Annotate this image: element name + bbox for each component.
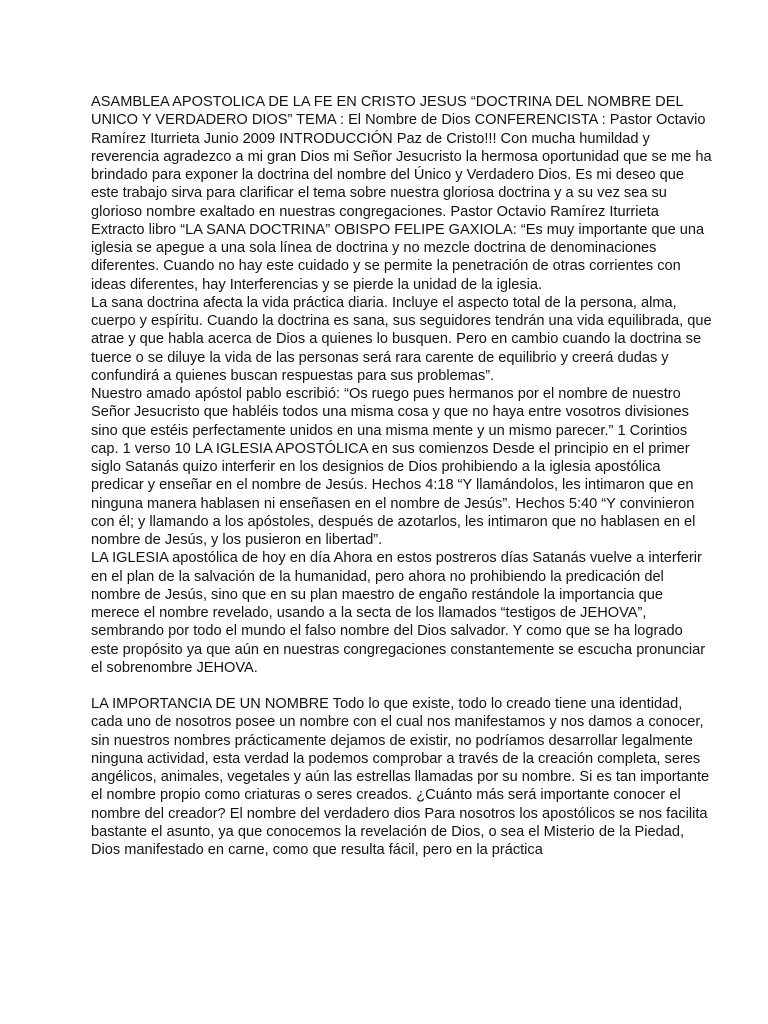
paragraph-iglesia-hoy: LA IGLESIA apostólica de hoy en día Ahora en estos postreros días Satanás vuelve a interferir en el plan de la salvación de la humanidad, pero ahora no prohibiendo la predicación del nombre de Jesús, sino que en su plan maestro de engaño restándole la importancia que merece el nombre revelado, usando a la secta de los llamados “testigos de JEHOVA”, sembrando por todo el mundo el falso nombre del Dios salvador. Y como que se ha logrado este propósito ya que aún en nuestras congregaciones constantemente se escucha pronunciar el sobrenombre JEHOVA.: [91, 550, 706, 676]
paragraph-apostol-pablo: Nuestro amado apóstol pablo escribió: “Os ruego pues hermanos por el nombre de nuestro Señor Jesucristo que habléis todos una misma cosa y que no haya entre vosotros divisiones sino que estéis perfectamente unidos en una misma mente y un mismo parecer.” 1 Corintios cap. 1 verso 10 LA IGLESIA APOSTÓLICA en sus comienzos Desde el principio en el primer siglo Satanás quizo interferir en los designios de Dios prohibiendo a la iglesia apostólica predicar y enseñar en el nombre de Jesús. Hechos 4:18 “Y llamándolos, les intimaron que en ninguna manera hablasen ni enseñasen en el nombre de Jesús”. Hechos 5:40 “Y convinieron con él; y llamando a los apóstoles, después de azotarlos, les intimaron que no hablasen en el nombre de Jesús, y los pusieron en libertad”.: [91, 386, 696, 548]
paragraph-introduction: ASAMBLEA APOSTOLICA DE LA FE EN CRISTO JESUS “DOCTRINA DEL NOMBRE DEL UNICO Y VERDADERO DIOS” TEMA : El Nombre de Dios CONFERENCISTA : Pastor Octavio Ramírez Iturrieta Junio 2009 INTRODUCCIÓN Paz de Cristo!!! Con mucha humildad y reverencia agradezco a mi gran Dios mi Señor Jesucristo la hermosa oportunidad que se me ha brindado para exponer la doctrina del nombre del Único y Verdadero Dios. Es mi deseo que este trabajo sirva para clarificar el tema sobre nuestra gloriosa doctrina y a su vez sea su glorioso nombre exaltado en nuestras congregaciones. Pastor Octavio Ramírez Iturrieta Extracto libro “LA SANA DOCTRINA” OBISPO FELIPE GAXIOLA: “Es muy importante que una iglesia se apegue a una sola línea de doctrina y no mezcle doctrina de denominaciones diferentes. Cuando no hay este cuidado y se permite la penetración de otras corrientes con ideas diferentes, hay Interferencias y se pierde la unidad de la iglesia.: [91, 94, 712, 293]
paragraph-gap: [91, 677, 712, 695]
paragraph-sana-doctrina: La sana doctrina afecta la vida práctica diaria. Incluye el aspecto total de la persona, alma, cuerpo y espíritu. Cuando la doctrina es sana, sus seguidores tendrán una vida equilibrada, que atrae y que habla acerca de Dios a quienes lo busquen. Pero en cambio cuando la doctrina se tuerce o se diluye la vida de las personas será rara carente de equilibrio y creerá dudas y confundirá a quienes buscan respuestas para sus problemas”.: [91, 294, 712, 384]
paragraph-importancia-nombre: LA IMPORTANCIA DE UN NOMBRE Todo lo que existe, todo lo creado tiene una identidad, cada uno de nosotros posee un nombre con el cual nos manifestamos y nos damos a conocer, sin nuestros nombres prácticamente dejamos de existir, no podríamos desarrollar legalmente ninguna actividad, esta verdad la podemos comprobar a través de la creación completa, seres angélicos, animales, vegetales y aún las estrellas llamadas por su nombre. Si es tan importante el nombre propio como criaturas o seres creados. ¿Cuánto más será importante conocer el nombre del creador? El nombre del verdadero dios Para nosotros los apostólicos se nos facilita bastante el asunto, ya que conocemos la revelación de Dios, o sea el Misterio de la Piedad, Dios manifestado en carne, como que resulta fácil, pero en la práctica: [91, 696, 710, 858]
